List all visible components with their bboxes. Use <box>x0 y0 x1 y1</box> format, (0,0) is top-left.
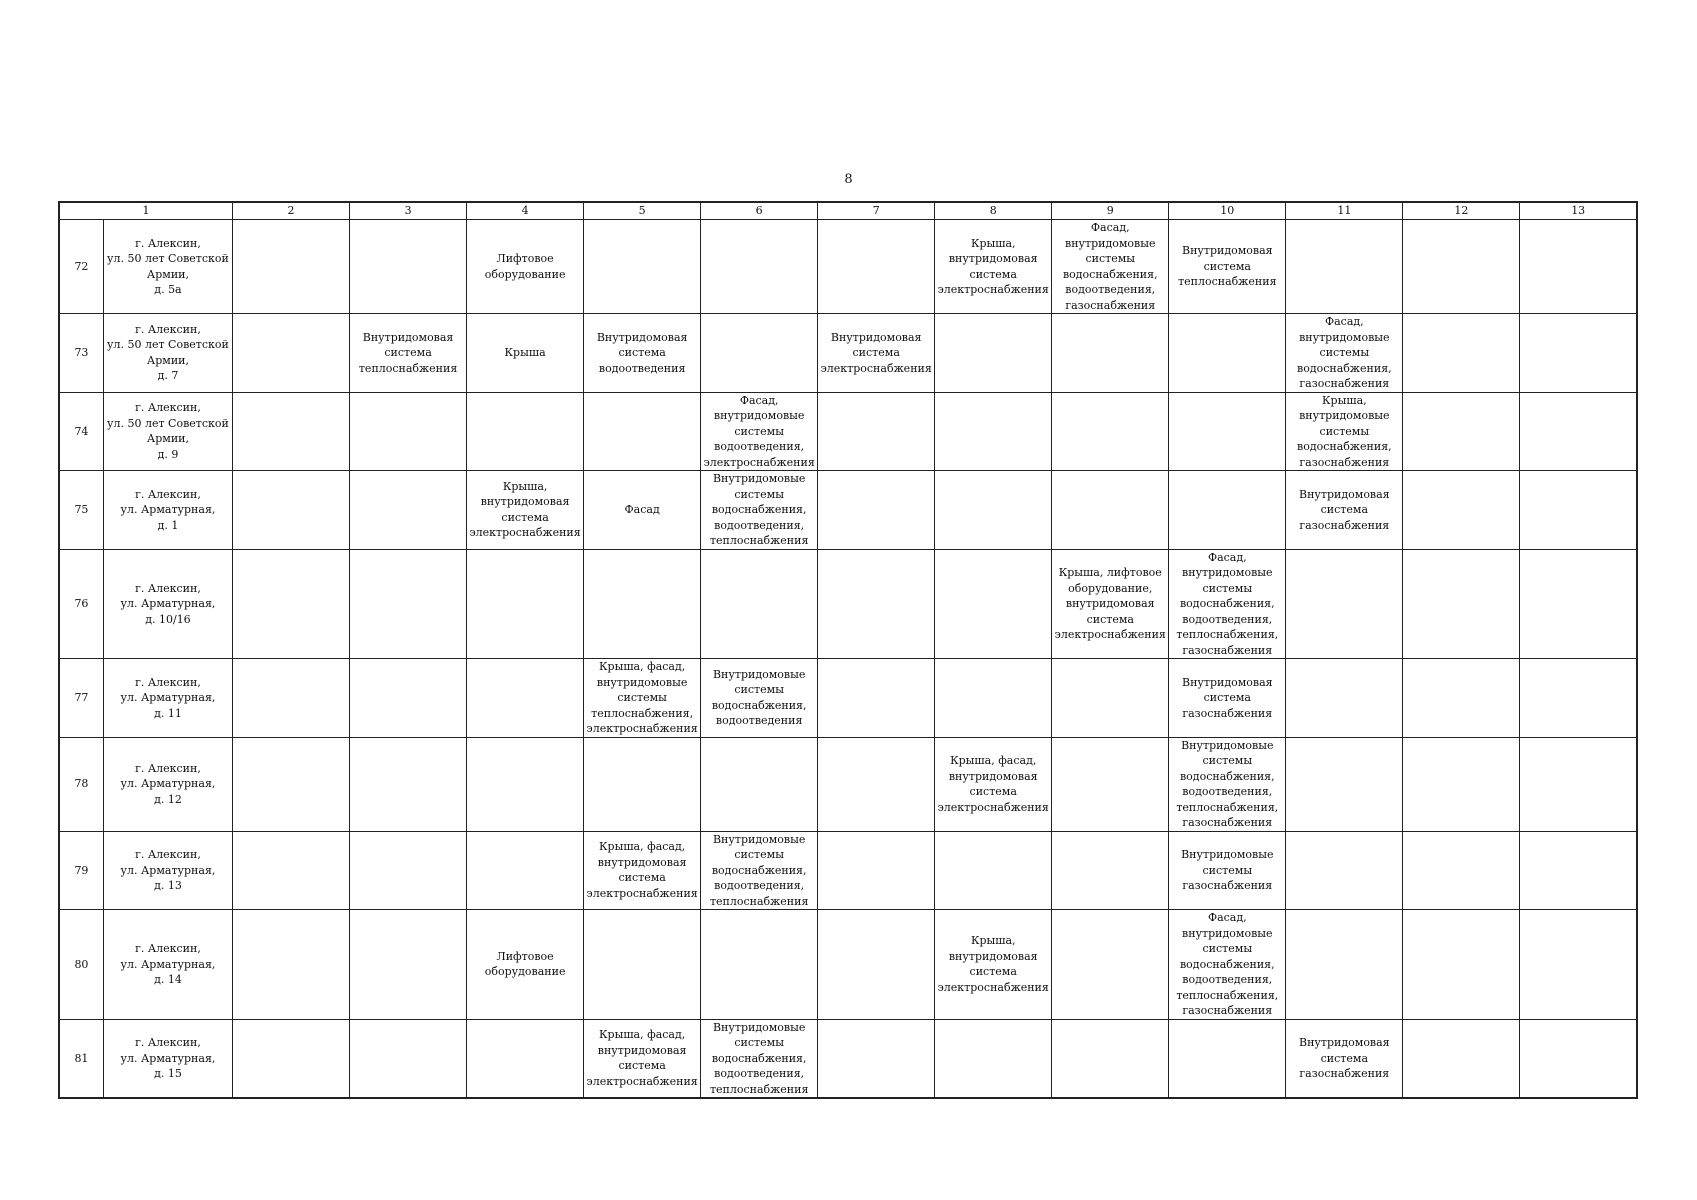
year-cell <box>701 737 818 831</box>
year-cell <box>935 471 1052 550</box>
year-cell <box>1052 831 1169 910</box>
year-cell <box>1169 831 1286 910</box>
year-cell <box>350 737 467 831</box>
year-cell <box>818 549 935 659</box>
year-cell <box>350 471 467 550</box>
works-text: Крыша, фасад, внутридомовые системы теплоснабжения, электроснабжения <box>586 660 698 735</box>
year-cell <box>1520 220 1637 314</box>
year-cell <box>584 659 701 738</box>
year-cell <box>584 910 701 1020</box>
year-cell <box>1052 549 1169 659</box>
table-row <box>59 831 1637 910</box>
works-text: Фасад, внутридомовые системы водоснабжения, газоснабжения <box>1297 315 1392 390</box>
works-text: Внутридомовые системы водоснабжения, водоотведения, теплоснабжения <box>709 472 809 547</box>
year-cell <box>584 737 701 831</box>
year-cell <box>818 910 935 1020</box>
year-cell <box>1520 314 1637 393</box>
table-header <box>59 202 1637 220</box>
row-number-cell: 76 <box>59 549 103 659</box>
year-cell <box>233 392 350 471</box>
year-cell <box>1403 737 1520 831</box>
year-cell <box>1286 471 1403 550</box>
works-text: Внутридомовые системы водоснабжения, водоотведения <box>711 667 807 728</box>
year-cell <box>1403 549 1520 659</box>
year-cell <box>584 220 701 314</box>
address-cell <box>103 314 232 393</box>
row-number-cell: 78 <box>59 737 103 831</box>
year-cell <box>350 831 467 910</box>
year-cell <box>1052 392 1169 471</box>
year-cell <box>1520 831 1637 910</box>
year-cell <box>467 220 584 314</box>
address-cell <box>103 392 232 471</box>
year-cell <box>1169 220 1286 314</box>
year-cell <box>233 314 350 393</box>
address-cell <box>103 659 232 738</box>
year-cell <box>467 314 584 393</box>
address-cell <box>103 1019 232 1098</box>
year-cell <box>818 1019 935 1098</box>
year-cell <box>1169 659 1286 738</box>
year-cell <box>1286 910 1403 1020</box>
year-cell <box>350 392 467 471</box>
year-cell <box>818 314 935 393</box>
header-cell: 12 <box>1403 202 1520 220</box>
works-text: Внутридомовая система водоотведения <box>596 330 688 375</box>
year-cell <box>1520 471 1637 550</box>
year-cell <box>935 220 1052 314</box>
row-number-cell: 79 <box>59 831 103 910</box>
works-text: Крыша, внутридомовая система электроснабжения <box>937 934 1049 994</box>
address-text: г. Алексин, ул. Арматурная, д. 11 <box>120 675 216 720</box>
address-text: г. Алексин, ул. Арматурная, д. 14 <box>120 942 216 986</box>
works-text: Фасад, внутридомовые системы водоснабжения, водоотведения, теплоснабжения, газоснабжения <box>1176 911 1279 1017</box>
works-text: Крыша, фасад, внутридомовая система электроснабжения <box>586 1028 698 1088</box>
year-cell <box>1286 392 1403 471</box>
address-cell <box>103 831 232 910</box>
year-cell <box>1169 314 1286 393</box>
year-cell <box>701 220 818 314</box>
works-text: Лифтовое оборудование <box>484 252 566 281</box>
year-cell <box>818 737 935 831</box>
address-text: г. Алексин, ул. Арматурная, д. 1 <box>120 487 216 532</box>
works-text: Внутридомовая система газоснабжения <box>1299 487 1390 532</box>
year-cell <box>701 549 818 659</box>
address-text: г. Алексин, ул. 50 лет Советской Армии, д. 5а <box>107 236 229 296</box>
year-cell <box>935 831 1052 910</box>
works-text: Крыша <box>504 346 546 359</box>
works-text: Внутридомовая система газоснабжения <box>1181 675 1273 720</box>
address-text: г. Алексин, ул. Арматурная, д. 10/16 <box>120 581 216 626</box>
year-cell <box>233 220 350 314</box>
table-row <box>59 314 1637 393</box>
header-cell: 11 <box>1286 202 1403 220</box>
table-row <box>59 659 1637 738</box>
year-cell <box>818 831 935 910</box>
year-cell <box>233 471 350 550</box>
works-text: Крыша, лифтовое оборудование, внутридомовая система электроснабжения <box>1054 566 1166 641</box>
year-cell <box>1286 1019 1403 1098</box>
year-cell <box>233 659 350 738</box>
year-cell <box>1520 392 1637 471</box>
header-cell: 8 <box>935 202 1052 220</box>
header-cell: 10 <box>1169 202 1286 220</box>
year-cell <box>935 659 1052 738</box>
address-text: г. Алексин, ул. Арматурная, д. 15 <box>120 1036 216 1080</box>
year-cell <box>1052 737 1169 831</box>
table-row <box>59 471 1637 550</box>
table-row <box>59 910 1637 1020</box>
works-text: Внутридомовая система теплоснабжения <box>358 330 458 375</box>
year-cell <box>1052 910 1169 1020</box>
works-text: Внутридомовые системы водоснабжения, водоотведения, теплоснабжения <box>709 832 809 908</box>
table-row <box>59 392 1637 471</box>
year-cell <box>350 549 467 659</box>
address-text: г. Алексин, ул. Арматурная, д. 12 <box>120 761 216 806</box>
year-cell <box>1286 549 1403 659</box>
year-cell <box>701 910 818 1020</box>
header-cell: 3 <box>350 202 467 220</box>
year-cell <box>1052 314 1169 393</box>
year-cell <box>467 737 584 831</box>
year-cell <box>350 910 467 1020</box>
works-text: Внутридомовые системы водоснабжения, водоотведения, теплоснабжения <box>709 1020 809 1096</box>
row-number-cell: 73 <box>59 314 103 393</box>
table-row <box>59 1019 1637 1098</box>
works-text: Крыша, фасад, внутридомовая система электроснабжения <box>586 840 698 900</box>
works-text: Крыша, внутридомовая система электроснабжения <box>469 479 581 540</box>
row-number-cell: 77 <box>59 659 103 738</box>
works-text: Фасад, внутридомовые системы водоснабжения, водоотведения, теплоснабжения, газоснабжения <box>1176 550 1279 657</box>
year-cell <box>1520 737 1637 831</box>
year-cell <box>467 1019 584 1098</box>
year-cell <box>818 471 935 550</box>
year-cell <box>1052 471 1169 550</box>
year-cell <box>935 1019 1052 1098</box>
year-cell <box>1403 910 1520 1020</box>
address-cell <box>103 910 232 1020</box>
year-cell <box>584 1019 701 1098</box>
row-number-cell: 74 <box>59 392 103 471</box>
year-cell <box>467 549 584 659</box>
header-cell: 1 <box>59 202 233 220</box>
header-cell: 7 <box>818 202 935 220</box>
year-cell <box>1052 220 1169 314</box>
year-cell <box>1520 1019 1637 1098</box>
works-text: Фасад <box>624 503 660 516</box>
year-cell <box>1520 659 1637 738</box>
works-text: Внутридомовые системы газоснабжения <box>1181 848 1274 892</box>
year-cell <box>1403 659 1520 738</box>
works-text: Крыша, внутридомовая система электроснабжения <box>937 236 1049 296</box>
year-cell <box>1286 314 1403 393</box>
year-cell <box>818 392 935 471</box>
row-number-cell: 81 <box>59 1019 103 1098</box>
header-cell: 2 <box>233 202 350 220</box>
year-cell <box>350 1019 467 1098</box>
row-number-cell: 75 <box>59 471 103 550</box>
table-row <box>59 549 1637 659</box>
year-cell <box>233 549 350 659</box>
year-cell <box>935 737 1052 831</box>
year-cell <box>818 220 935 314</box>
address-text: г. Алексин, ул. Арматурная, д. 13 <box>120 848 216 892</box>
table-row <box>59 737 1637 831</box>
year-cell <box>1286 831 1403 910</box>
year-cell <box>1169 471 1286 550</box>
year-cell <box>1520 549 1637 659</box>
year-cell <box>1403 392 1520 471</box>
address-cell <box>103 737 232 831</box>
year-cell <box>1403 314 1520 393</box>
year-cell <box>935 910 1052 1020</box>
year-cell <box>1403 471 1520 550</box>
year-cell <box>1286 220 1403 314</box>
year-cell <box>1403 220 1520 314</box>
table-row <box>59 220 1637 314</box>
works-text: Лифтовое оборудование <box>484 949 566 979</box>
year-cell <box>350 220 467 314</box>
year-cell <box>935 549 1052 659</box>
header-cell: 9 <box>1052 202 1169 220</box>
year-cell <box>233 831 350 910</box>
year-cell <box>1169 392 1286 471</box>
year-cell <box>935 392 1052 471</box>
year-cell <box>233 910 350 1020</box>
address-cell <box>103 549 232 659</box>
year-cell <box>1403 831 1520 910</box>
address-cell <box>103 220 232 314</box>
year-cell <box>467 831 584 910</box>
works-text: Внутридомовая система электроснабжения <box>820 330 932 375</box>
year-cell <box>1169 910 1286 1020</box>
year-cell <box>935 314 1052 393</box>
year-cell <box>1052 1019 1169 1098</box>
works-text: Фасад, внутридомовые системы водоснабжения, водоотведения, газоснабжения <box>1062 221 1158 312</box>
year-cell <box>701 831 818 910</box>
year-cell <box>818 659 935 738</box>
header-cell: 5 <box>584 202 701 220</box>
year-cell <box>1286 737 1403 831</box>
year-cell <box>467 910 584 1020</box>
year-cell <box>584 471 701 550</box>
works-text: Внутридомовые системы водоснабжения, водоотведения, теплоснабжения, газоснабжения <box>1176 738 1279 829</box>
page-number: 8 <box>844 172 853 187</box>
year-cell <box>233 1019 350 1098</box>
row-number-cell: 80 <box>59 910 103 1020</box>
year-cell <box>584 392 701 471</box>
works-text: Фасад, внутридомовые системы водоотведения, электроснабжения <box>703 393 815 469</box>
address-text: г. Алексин, ул. 50 лет Советской Армии, д. 7 <box>107 322 229 383</box>
year-cell <box>467 392 584 471</box>
year-cell <box>1052 659 1169 738</box>
table-body <box>59 220 1637 1099</box>
year-cell <box>467 659 584 738</box>
year-cell <box>1169 737 1286 831</box>
address-cell <box>103 471 232 550</box>
year-cell <box>584 314 701 393</box>
year-cell <box>467 471 584 550</box>
header-cell: 6 <box>701 202 818 220</box>
year-cell <box>701 659 818 738</box>
year-cell <box>1286 659 1403 738</box>
year-cell <box>350 314 467 393</box>
year-cell <box>1169 549 1286 659</box>
row-number-cell: 72 <box>59 220 103 314</box>
year-cell <box>1520 910 1637 1020</box>
year-cell <box>701 471 818 550</box>
works-text: Крыша, внутридомовые системы водоснабжения, газоснабжения <box>1297 393 1392 469</box>
works-text: Внутридомовая система газоснабжения <box>1299 1036 1390 1080</box>
header-cell: 13 <box>1520 202 1637 220</box>
works-text: Крыша, фасад, внутридомовая система электроснабжения <box>937 754 1049 814</box>
repair-schedule-table <box>58 201 1638 1099</box>
header-row <box>59 202 1637 220</box>
year-cell <box>233 737 350 831</box>
year-cell <box>701 1019 818 1098</box>
works-text: Внутридомовая система теплоснабжения <box>1178 244 1277 289</box>
year-cell <box>1169 1019 1286 1098</box>
year-cell <box>1403 1019 1520 1098</box>
year-cell <box>584 549 701 659</box>
year-cell <box>584 831 701 910</box>
year-cell <box>701 392 818 471</box>
year-cell <box>350 659 467 738</box>
year-cell <box>701 314 818 393</box>
address-text: г. Алексин, ул. 50 лет Советской Армии, д. 9 <box>107 401 229 461</box>
header-cell: 4 <box>467 202 584 220</box>
